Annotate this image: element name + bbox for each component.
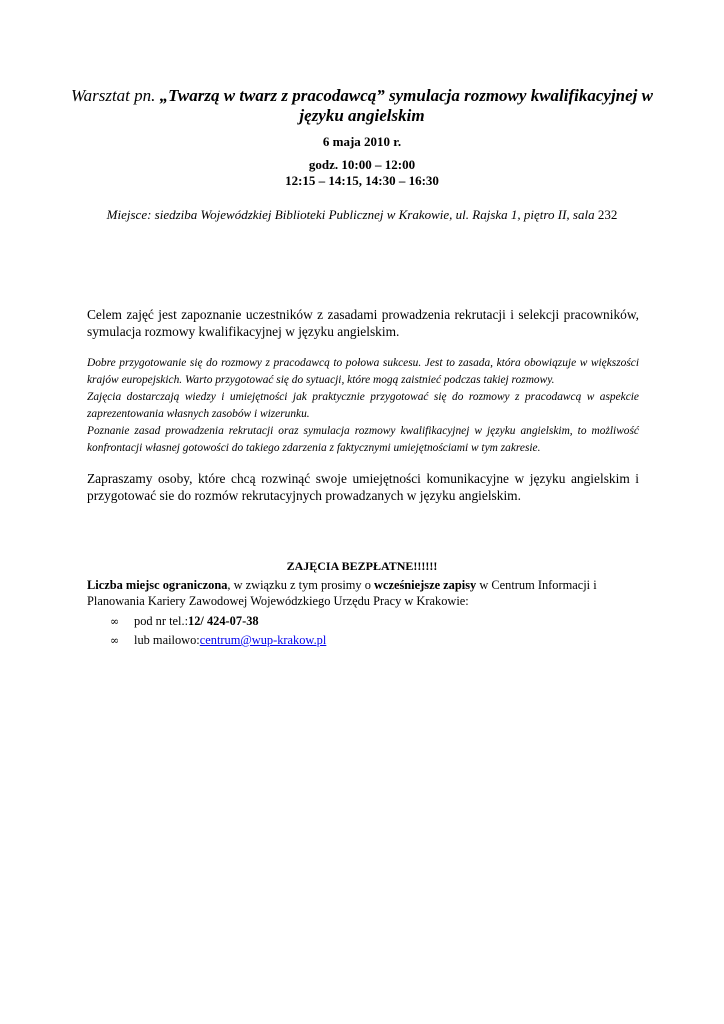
list-item-phone (110, 612, 326, 631)
bullet-icon: ∞ (110, 634, 120, 647)
phone-number: 12/ 424-07-38 (188, 614, 259, 628)
email-link[interactable]: centrum@wup-krakow.pl (199, 633, 327, 647)
description-line-1: Dobre przygotowanie się do rozmowy z pracodawcą to połowa sukcesu. Jest to zasada, która obowiązuje w większości krajów europejskich. Warto przygotować się do sytuacji, które mogą zaistnieć podczas takiej rozmowy. (87, 357, 639, 386)
hours-line-2: 12:15 – 14:15, 14:30 – 16:30 (285, 173, 439, 188)
workshop-title (60, 86, 664, 126)
limit-text-1: , w związku z tym prosimy o (227, 578, 375, 592)
email-label: lub mailowo: (134, 633, 200, 647)
paragraph-description (87, 355, 639, 457)
workshop-hours (60, 157, 664, 189)
workshop-place (60, 206, 664, 224)
workshop-date: 6 maja 2010 r. (322, 134, 402, 149)
limit-text-2: w Centrum Informacji i Planowania Kariery Zawodowej Wojewódzkiego Urzędu Pracy w Krakowie: (87, 578, 597, 608)
place-text: Miejsce: siedziba Wojewódzkiej Biblioteki Publicznej w Krakowie, ul. Rajska 1, piętro II, sala (106, 207, 598, 222)
title-main: „Twarzą w twarz z pracodawcą” symulacja rozmowy kwalifikacyjnej w języku angielskim (159, 86, 653, 125)
hours-line-1: godz. 10:00 – 12:00 (308, 157, 416, 172)
description-line-2: Zajęcia dostarczają wiedzy i umiejętności jak praktycznie przygotować się do rozmowy z pracodawcą w aspekcie zaprezentowania własnych zasobów i wizerunku. (87, 391, 639, 420)
title-prefix: Warsztat pn. (71, 86, 160, 105)
registration-info (87, 577, 647, 609)
place-room: 232 (597, 207, 618, 222)
bullet-icon: ∞ (110, 615, 120, 628)
contact-list (110, 612, 326, 650)
paragraph-invitation: Zapraszamy osoby, które chcą rozwinąć swoje umiejętności komunikacyjne w języku angielskim i przygotować sie do rozmów rekrutacyjnych prowadzanych w języku angielskim. (87, 471, 639, 503)
description-line-3: Poznanie zasad prowadzenia rekrutacji oraz symulacja rozmowy kwalifikacyjnej w języku angielskim, to możliwość konfrontacji własnej gotowości do takiego zdarzenia z faktycznymi umiejętnościami w tym zakresie. (87, 425, 639, 454)
list-item-email (110, 631, 326, 650)
header (60, 86, 664, 224)
free-classes-heading: ZAJĘCIA BEZPŁATNE!!!!!! (286, 559, 438, 573)
limit-bold: Liczba miejsc ograniczona (87, 578, 228, 592)
phone-label: pod nr tel.: (134, 614, 189, 628)
limit-bold-2: wcześniejsze zapisy (374, 578, 477, 592)
paragraph-goal: Celem zajęć jest zapoznanie uczestników z zasadami prowadzenia rekrutacji i selekcji pracowników, symulacja rozmowy kwalifikacyjnej w języku angielskim. (87, 307, 639, 339)
